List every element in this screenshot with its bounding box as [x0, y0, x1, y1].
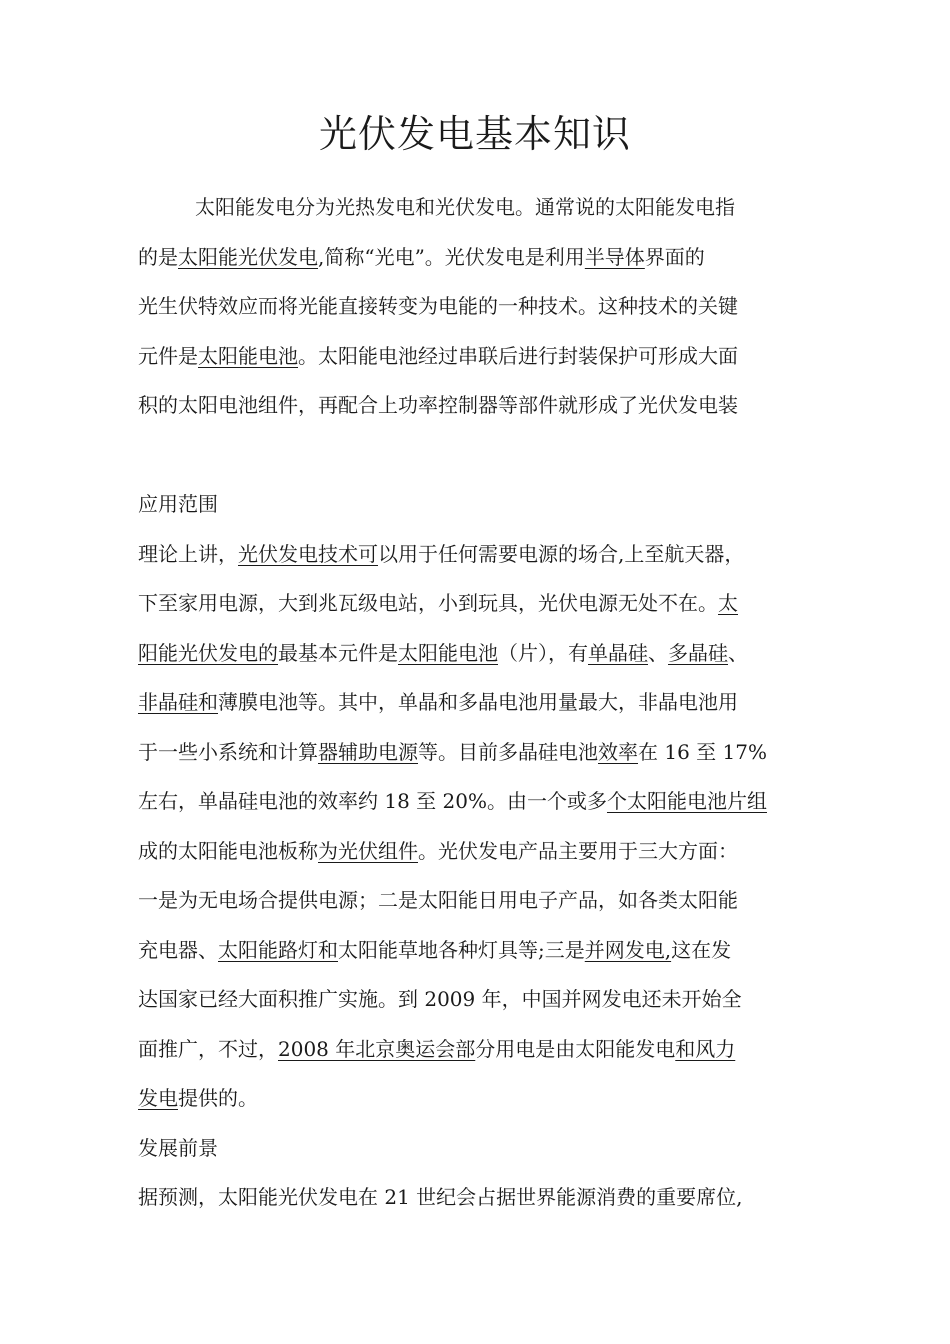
text-run: 理论上讲， — [138, 541, 238, 566]
text-run: 面推广，不过， — [138, 1036, 278, 1061]
text-run: 成的太阳能电池板称 — [138, 838, 318, 863]
text-run: 。太阳能电池经过串联后进行封装保护可形成大面 — [298, 343, 738, 368]
linked-term[interactable]: 并网发电, — [584, 937, 672, 962]
intro-line — [138, 381, 818, 431]
text-run: 充电器、 — [138, 937, 218, 962]
application-heading: 应用范围 — [138, 492, 218, 516]
linked-term[interactable]: 阳能光伏发电的 — [138, 640, 278, 665]
text-run: 太阳能草地各种灯具等;三是 — [338, 937, 585, 962]
linked-term[interactable]: 效率 — [598, 739, 638, 764]
linked-term[interactable]: 为光伏组件 — [318, 838, 418, 863]
linked-term[interactable]: 多晶硅 — [668, 640, 728, 665]
text-run: 光生伏特效应而将光能直接转变为电能的一种技术。这种技术的关键 — [138, 294, 738, 318]
intro-line — [138, 233, 818, 283]
text-run: ,简称“光电”。光伏发电是利用 — [318, 244, 585, 269]
text-run: 。光伏发电产品主要用于三大方面： — [418, 838, 738, 863]
application-line — [138, 1025, 818, 1075]
linked-term[interactable]: 器辅助电源 — [318, 739, 418, 764]
intro-line — [138, 183, 818, 233]
text-run: 据预测，太阳能光伏发电在 21 世纪会占据世界能源消费的重要席位, — [138, 1185, 743, 1209]
linked-term[interactable]: 太阳能路灯和 — [218, 937, 338, 962]
text-run: 界面的 — [644, 244, 705, 269]
linked-term[interactable]: 非晶硅和 — [138, 690, 218, 714]
intro-line — [138, 332, 818, 382]
application-line — [138, 827, 818, 877]
linked-term[interactable]: 太阳能光伏发电 — [178, 244, 318, 269]
application-line — [138, 1074, 818, 1124]
application-line — [138, 530, 818, 580]
linked-term[interactable]: 发电 — [138, 1086, 178, 1110]
text-run: 提供的。 — [178, 1086, 258, 1110]
linked-term[interactable]: 光伏发电技术可 — [238, 541, 378, 566]
text-run: 积的太阳电池组件，再配合上功率控制器等部件就形成了光伏发电装 — [138, 393, 738, 417]
prospects-paragraph — [138, 1173, 818, 1223]
application-line — [138, 629, 818, 679]
linked-term[interactable]: 单晶硅 — [588, 640, 648, 665]
linked-term[interactable]: 太 — [718, 591, 738, 615]
application-line — [138, 876, 818, 926]
text-run: 在 16 至 17% — [638, 739, 767, 764]
application-line — [138, 678, 818, 728]
text-run: 薄膜电池等。其中，单晶和多晶电池用量最大，非晶电池用 — [218, 690, 738, 714]
linked-term[interactable]: 个太阳能电池片组 — [606, 789, 767, 813]
application-line — [138, 728, 818, 778]
prospects-line — [138, 1173, 818, 1223]
text-run: 等。目前多晶硅电池 — [418, 739, 598, 764]
text-run: 于一些小系统和计算 — [138, 739, 318, 764]
linked-term[interactable]: 太阳能电池 — [398, 640, 498, 665]
application-line — [138, 579, 818, 629]
text-run: 元件是 — [138, 343, 198, 368]
text-run: 、 — [648, 640, 668, 665]
application-line — [138, 777, 818, 827]
application-line — [138, 975, 818, 1025]
text-run: 最基本元件是 — [278, 640, 398, 665]
text-run: 一是为无电场合提供电源；二是太阳能日用电子产品，如各类太阳能 — [138, 888, 738, 912]
linked-term[interactable]: 太阳能电池 — [198, 343, 298, 368]
text-run: （片），有 — [498, 640, 588, 665]
text-run: 、 — [728, 640, 748, 665]
text-run: 以用于任何需要电源的场合,上至航天器， — [378, 541, 745, 566]
text-run: 这在发 — [671, 937, 732, 962]
text-run: 分用电是由太阳能发电 — [475, 1036, 676, 1061]
intro-paragraph — [138, 183, 818, 431]
document-title: 光伏发电基本知识 — [318, 112, 631, 156]
prospects-heading: 发展前景 — [138, 1135, 218, 1160]
linked-term[interactable]: 和风力 — [675, 1036, 736, 1061]
intro-line — [138, 282, 818, 332]
application-paragraph — [138, 530, 818, 1124]
application-line — [138, 926, 818, 976]
text-run: 下至家用电源，大到兆瓦级电站，小到玩具，光伏电源无处不在。 — [138, 591, 718, 615]
document-body — [138, 480, 818, 1223]
text-run: 左右，单晶硅电池的效率约 18 至 20%。由一个或多 — [138, 789, 607, 813]
linked-term[interactable]: 半导体 — [584, 244, 645, 269]
text-run: 太阳能发电分为光热发电和光伏发电。通常说的太阳能发电指 — [195, 195, 735, 219]
text-run: 达国家已经大面积推广实施。到 2009 年，中国并网发电还未开始全 — [138, 987, 742, 1011]
text-run: 的是 — [138, 244, 178, 269]
linked-term[interactable]: 2008 年北京奥运会部 — [278, 1036, 476, 1061]
